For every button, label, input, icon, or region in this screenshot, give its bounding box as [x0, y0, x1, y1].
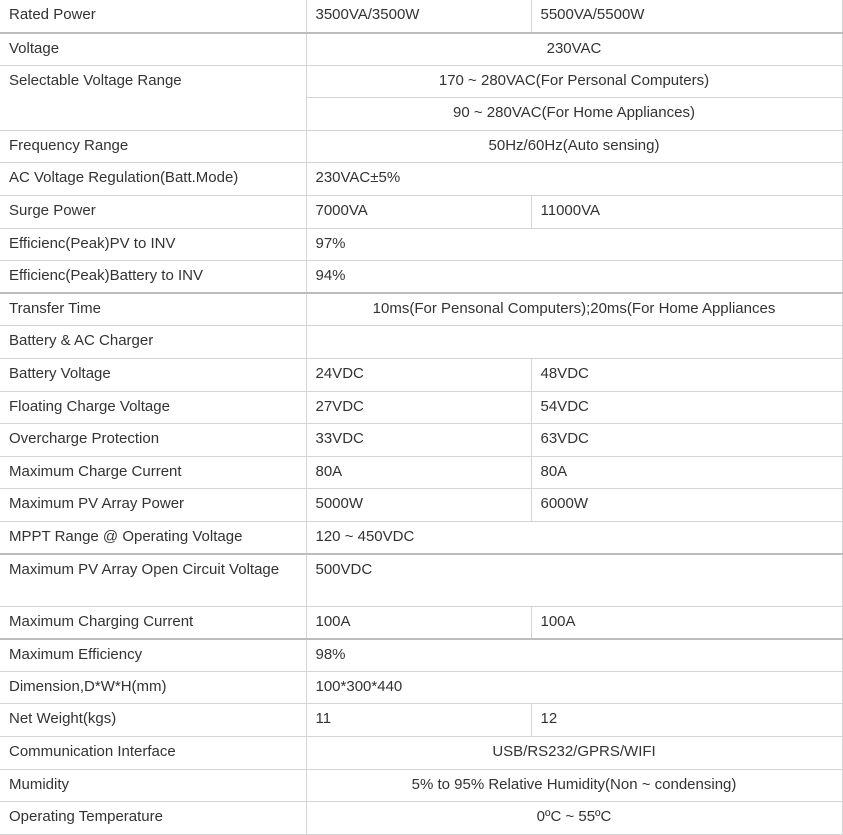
spec-value-cell: 48VDC [531, 359, 842, 392]
table-row [0, 606, 842, 639]
spec-value-cell: 50Hz/60Hz(Auto sensing) [306, 130, 842, 163]
spec-value-cell: 0ºC ~ 55ºC [306, 802, 842, 835]
table-row [0, 704, 842, 737]
spec-value-cell: 5% to 95% Relative Humidity(Non ~ condensing) [306, 769, 842, 802]
spec-label-cell: AC Voltage Regulation(Batt.Mode) [0, 163, 306, 196]
spec-value-cell: USB/RS232/GPRS/WIFI [306, 736, 842, 769]
spec-value-cell: 5000W [306, 489, 531, 522]
table-row [0, 0, 842, 33]
spec-label-cell: Floating Charge Voltage [0, 391, 306, 424]
table-row [0, 456, 842, 489]
table-row [0, 293, 842, 326]
spec-value-cell: 500VDC [306, 554, 842, 606]
spec-value-cell: 54VDC [531, 391, 842, 424]
spec-value-cell: 11 [306, 704, 531, 737]
spec-label-cell: Surge Power [0, 196, 306, 229]
spec-label-cell: Dimension,D*W*H(mm) [0, 671, 306, 704]
spec-value-cell: 80A [306, 456, 531, 489]
spec-value-cell: 80A [531, 456, 842, 489]
spec-value-cell: 33VDC [306, 424, 531, 457]
spec-label-cell: Maximum PV Array Power [0, 489, 306, 522]
spec-value-cell: 90 ~ 280VAC(For Home Appliances) [306, 98, 842, 131]
spec-label-cell: Selectable Voltage Range [0, 65, 306, 130]
table-row [0, 163, 842, 196]
spec-label-cell: Mumidity [0, 769, 306, 802]
spec-label-cell: Maximum PV Array Open Circuit Voltage [0, 554, 306, 606]
spec-value-cell: 3500VA/3500W [306, 0, 531, 33]
spec-label-cell: MPPT Range @ Operating Voltage [0, 522, 306, 555]
table-row [0, 196, 842, 229]
table-row [0, 228, 842, 261]
spec-label-cell: Maximum Charge Current [0, 456, 306, 489]
spec-value-cell: 98% [306, 639, 842, 672]
spec-value-cell: 63VDC [531, 424, 842, 457]
spec-label-cell: Battery Voltage [0, 359, 306, 392]
table-row [0, 522, 842, 555]
spec-label-cell: Transfer Time [0, 293, 306, 326]
table-row [0, 130, 842, 163]
spec-value-cell: 94% [306, 261, 842, 294]
table-row [0, 671, 842, 704]
spec-value-cell: 24VDC [306, 359, 531, 392]
spec-value-cell: 230VAC±5% [306, 163, 842, 196]
spec-value-cell: 100A [531, 606, 842, 639]
spec-label-cell: Communication Interface [0, 736, 306, 769]
spec-label-cell: Efficienc(Peak)PV to INV [0, 228, 306, 261]
spec-label-cell: Operating Temperature [0, 802, 306, 835]
spec-value-cell: 12 [531, 704, 842, 737]
table-row [0, 359, 842, 392]
table-row [0, 33, 842, 66]
spec-label-cell: Rated Power [0, 0, 306, 33]
table-row [0, 391, 842, 424]
spec-value-cell: 97% [306, 228, 842, 261]
spec-label-cell: Maximum Efficiency [0, 639, 306, 672]
spec-label-cell: Maximum Charging Current [0, 606, 306, 639]
spec-value-cell: 100*300*440 [306, 671, 842, 704]
spec-label-cell: Voltage [0, 33, 306, 66]
table-row [0, 489, 842, 522]
spec-value-cell: 27VDC [306, 391, 531, 424]
table-row [0, 326, 842, 359]
spec-value-cell [306, 326, 842, 359]
spec-value-cell: 120 ~ 450VDC [306, 522, 842, 555]
spec-value-cell: 10ms(For Pensonal Computers);20ms(For Home Appliances [306, 293, 842, 326]
table-row [0, 802, 842, 835]
spec-label-cell: Battery & AC Charger [0, 326, 306, 359]
spec-value-cell: 100A [306, 606, 531, 639]
spec-value-cell: 7000VA [306, 196, 531, 229]
spec-value-cell: 11000VA [531, 196, 842, 229]
spec-label-cell: Frequency Range [0, 130, 306, 163]
spec-label-cell: Overcharge Protection [0, 424, 306, 457]
spec-value-cell: 230VAC [306, 33, 842, 66]
spec-label-cell: Efficienc(Peak)Battery to INV [0, 261, 306, 294]
spec-label-cell: Net Weight(kgs) [0, 704, 306, 737]
spec-value-cell: 5500VA/5500W [531, 0, 842, 33]
spec-value-cell: 6000W [531, 489, 842, 522]
table-row [0, 554, 842, 606]
table-row [0, 639, 842, 672]
table-row [0, 65, 842, 98]
spec-value-cell: 170 ~ 280VAC(For Personal Computers) [306, 65, 842, 98]
table-row [0, 736, 842, 769]
table-row [0, 261, 842, 294]
table-row [0, 769, 842, 802]
table-row [0, 424, 842, 457]
